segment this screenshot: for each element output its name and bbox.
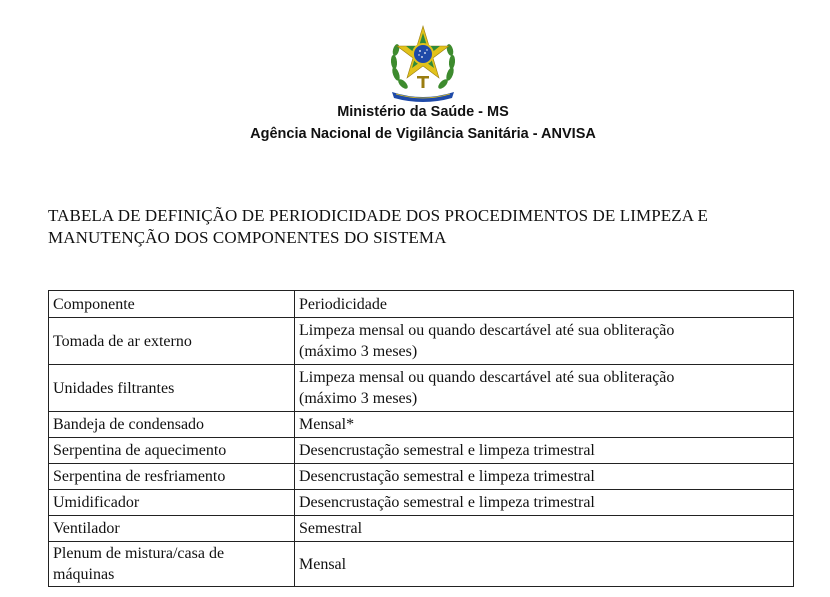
component-cell: Serpentina de aquecimento — [49, 438, 295, 464]
periodicity-cell: Desencrustação semestral e limpeza trimestral — [295, 490, 794, 516]
component-line: Plenum de mistura/casa de — [53, 545, 225, 562]
document-title — [48, 205, 808, 249]
periodicity-cell — [295, 365, 794, 412]
document-title-line: MANUTENÇÃO DOS COMPONENTES DO SISTEMA — [48, 228, 447, 247]
table-row — [49, 438, 794, 464]
table-row — [49, 412, 794, 438]
periodicity-cell: Semestral — [295, 516, 794, 542]
table-row — [49, 490, 794, 516]
periodicity-line: Limpeza mensal ou quando descartável até sua obliteração — [299, 369, 675, 386]
periodicity-cell: Desencrustação semestral e limpeza trimestral — [295, 464, 794, 490]
agency-name: Agência Nacional de Vigilância Sanitária - ANVISA — [250, 126, 596, 142]
periodicity-cell: Mensal* — [295, 412, 794, 438]
component-cell: Unidades filtrantes — [49, 365, 295, 412]
component-cell: Umidificador — [49, 490, 295, 516]
table-row — [49, 464, 794, 490]
ministry-name: Ministério da Saúde - MS — [337, 104, 509, 120]
component-cell: Tomada de ar externo — [49, 318, 295, 365]
periodicity-line: Limpeza mensal ou quando descartável até sua obliteração — [299, 322, 675, 339]
document-title-line: TABELA DE DEFINIÇÃO DE PERIODICIDADE DOS PROCEDIMENTOS DE LIMPEZA E — [48, 206, 708, 225]
component-cell: Ventilador — [49, 516, 295, 542]
column-header-component: Componente — [49, 291, 295, 318]
periodicity-cell: Mensal — [295, 542, 794, 587]
table-row — [49, 516, 794, 542]
table-header-row — [49, 291, 794, 318]
table-row — [49, 365, 794, 412]
table-row — [49, 318, 794, 365]
periodicity-cell — [295, 318, 794, 365]
brazil-coat-of-arms-icon — [386, 24, 460, 104]
table-row — [49, 542, 794, 587]
periodicity-line: (máximo 3 meses) — [299, 343, 418, 360]
column-header-periodicity: Periodicidade — [295, 291, 794, 318]
component-cell: Serpentina de resfriamento — [49, 464, 295, 490]
component-line: máquinas — [53, 566, 115, 583]
periodicity-table — [48, 290, 794, 587]
periodicity-cell: Desencrustação semestral e limpeza trimestral — [295, 438, 794, 464]
component-cell — [49, 542, 295, 587]
periodicity-line: (máximo 3 meses) — [299, 390, 418, 407]
component-cell: Bandeja de condensado — [49, 412, 295, 438]
